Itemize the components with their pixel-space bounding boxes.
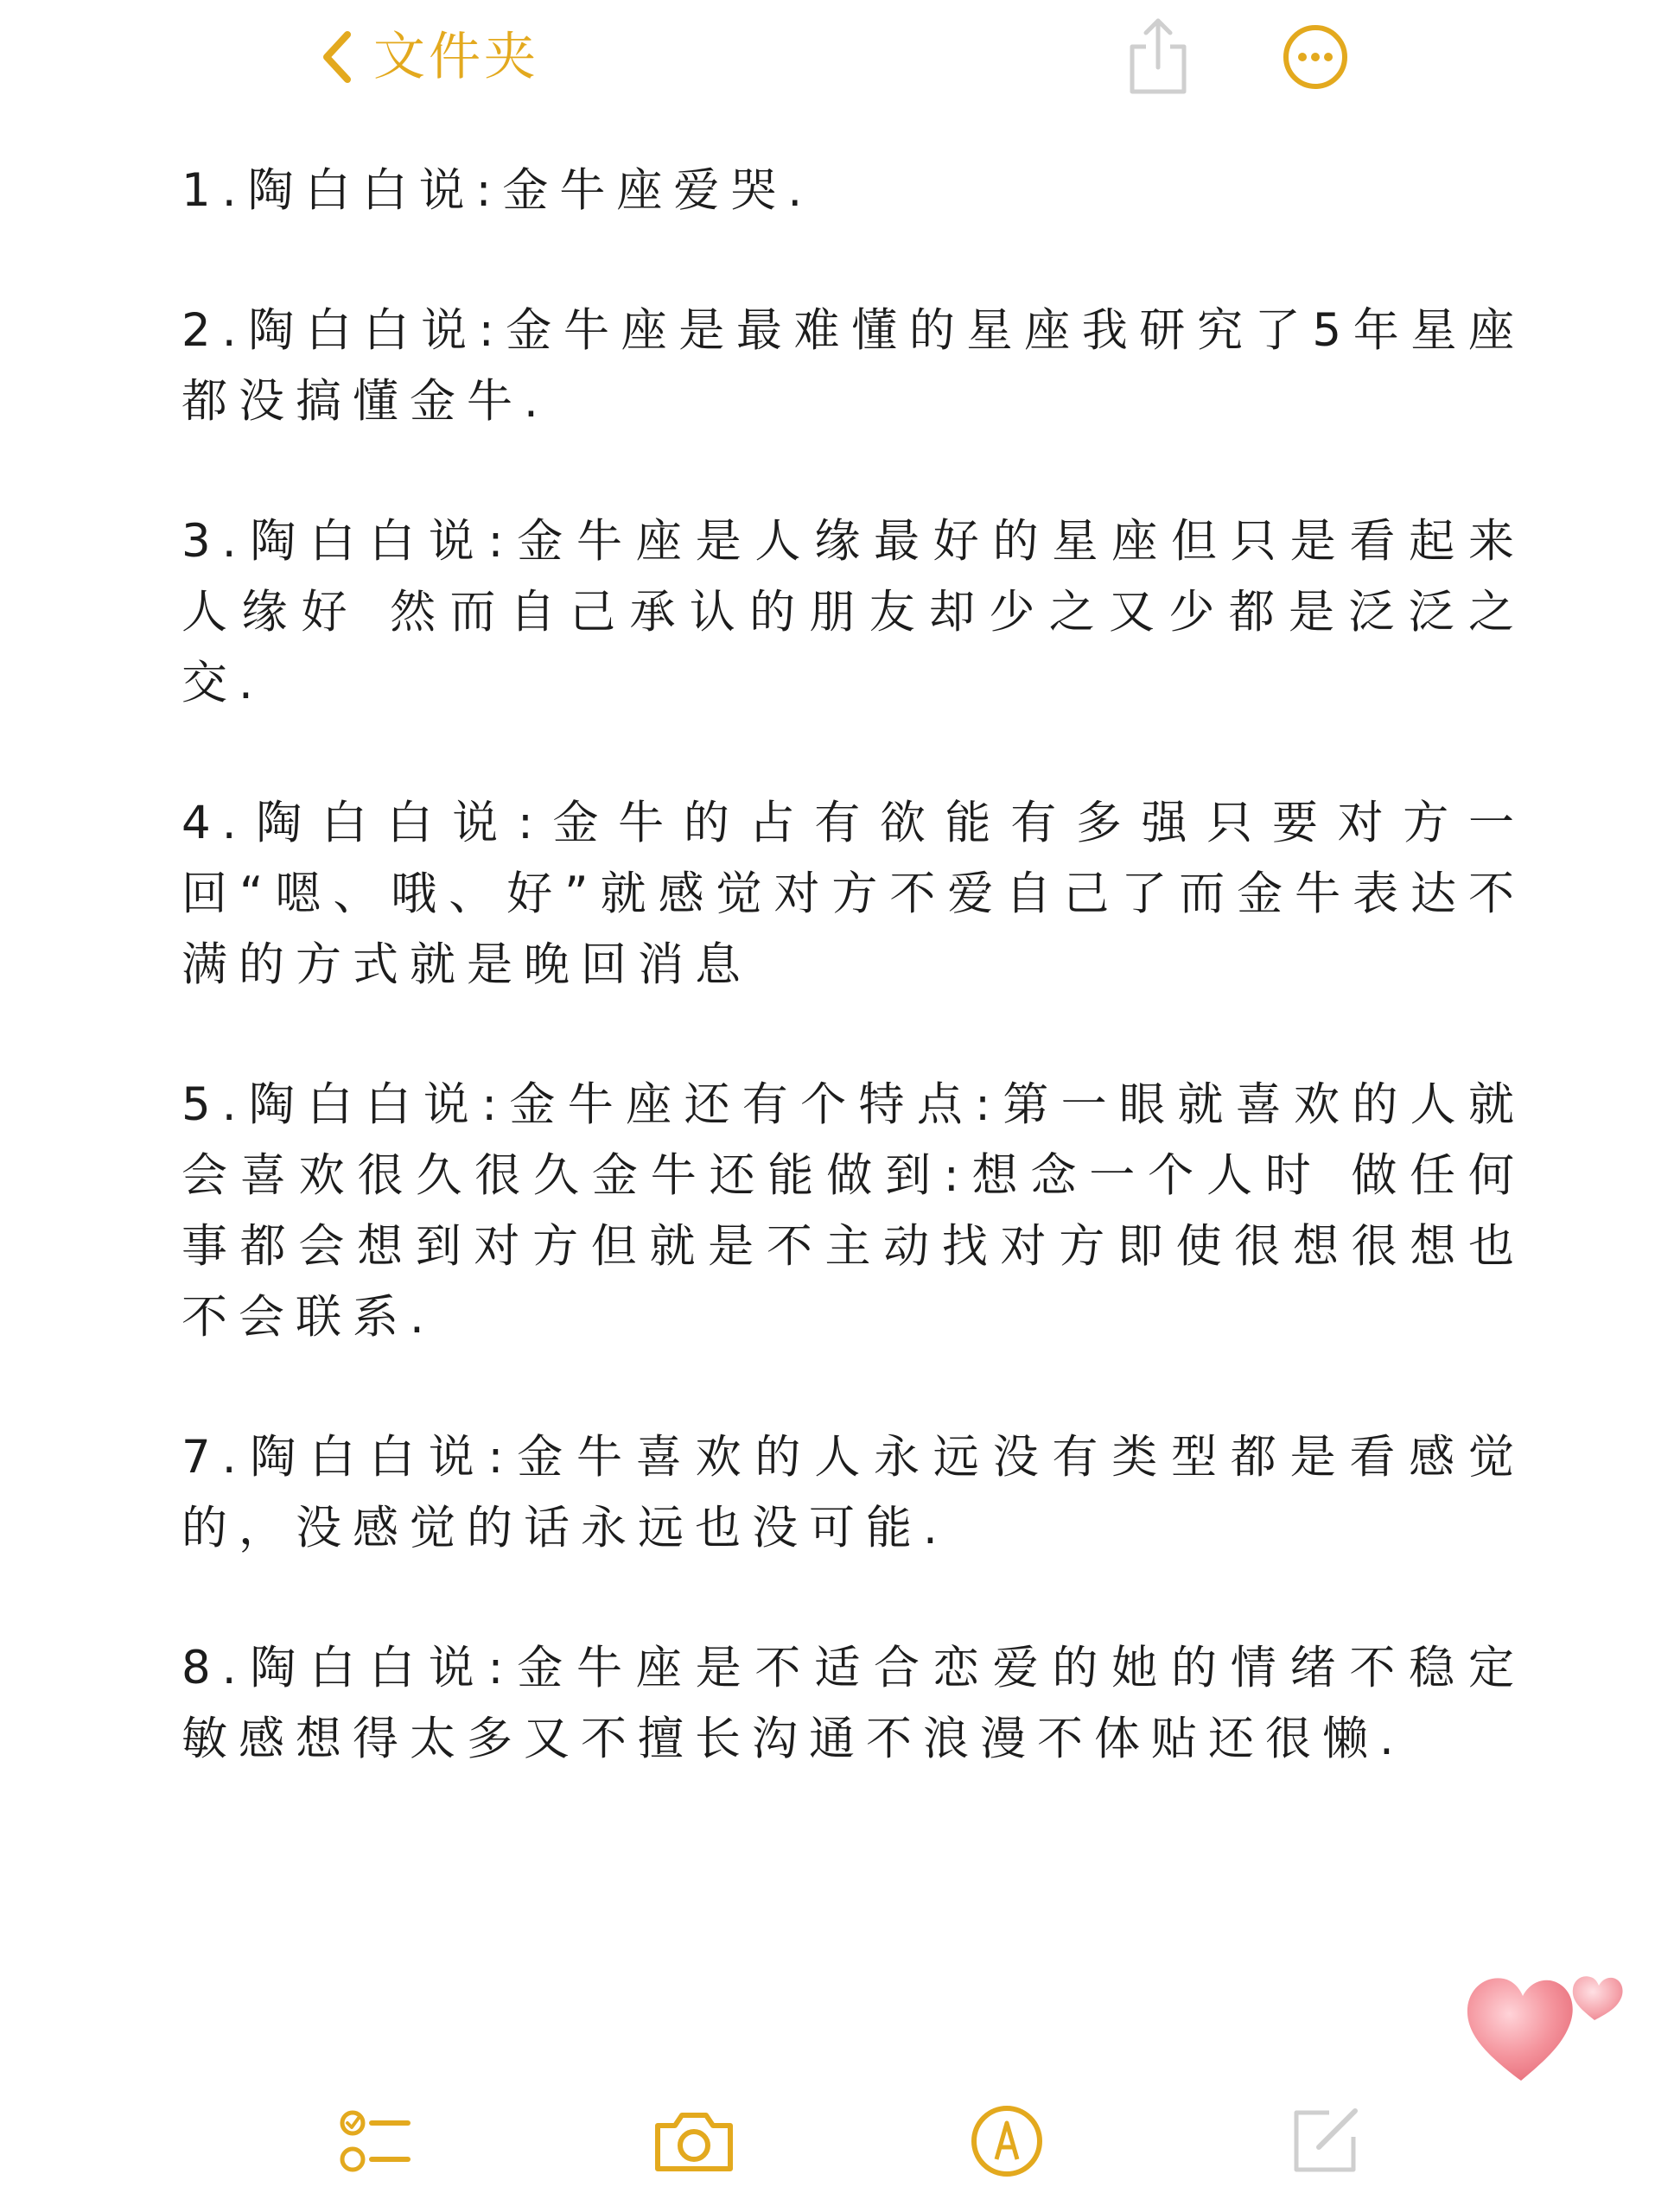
bottom-toolbar: [0, 2074, 1655, 2212]
note-paragraph: 8.陶白白说:金牛座是不适合恋爱的她的情绪不稳定敏感想得太多又不擅长沟通不浪漫不体贴还很懒.: [181, 1642, 1525, 1765]
back-button[interactable]: [320, 24, 539, 90]
note-body[interactable]: [181, 156, 1525, 1844]
more-button[interactable]: [1281, 22, 1350, 92]
camera-button[interactable]: [646, 2098, 742, 2184]
note-paragraph: 4.陶白白说:金牛的占有欲能有多强只要对方一回“嗯、哦、好”就感觉对方不爱自己了而金牛表达不满的方式就是晚回消息: [181, 797, 1525, 991]
share-button[interactable]: [1123, 16, 1193, 99]
checklist-icon: [337, 2102, 415, 2180]
compose-button[interactable]: [1277, 2098, 1372, 2184]
camera-icon: [651, 2107, 737, 2176]
markup-button[interactable]: [959, 2098, 1054, 2184]
more-circle-icon: [1281, 79, 1350, 95]
checklist-button[interactable]: [328, 2098, 423, 2184]
back-button-label: 文件夹: [373, 27, 539, 87]
share-icon: [1123, 86, 1193, 102]
note-paragraph: 3.陶白白说:金牛座是人缘最好的星座但只是看起来人缘好 然而自己承认的朋友却少之又少都是泛泛之交.: [181, 515, 1525, 709]
chevron-left-icon: [320, 29, 354, 85]
markup-pen-icon: [968, 2102, 1046, 2180]
navigation-bar: [0, 0, 1655, 121]
note-paragraph: 5.陶白白说:金牛座还有个特点:第一眼就喜欢的人就会喜欢很久很久金牛还能做到:想念一个人时 做任何事都会想到对方但就是不主动找对方即使很想很想也不会联系.: [181, 1078, 1525, 1344]
note-paragraph: 2.陶白白说:金牛座是最难懂的星座我研究了5年星座都没搞懂金牛.: [181, 304, 1525, 428]
note-paragraph: 7.陶白白说:金牛喜欢的人永远没有类型都是看感觉的，没感觉的话永远也没可能.: [181, 1431, 1525, 1554]
note-paragraph: 1.陶白白说:金牛座爱哭.: [181, 164, 814, 217]
compose-icon: [1286, 2102, 1364, 2180]
